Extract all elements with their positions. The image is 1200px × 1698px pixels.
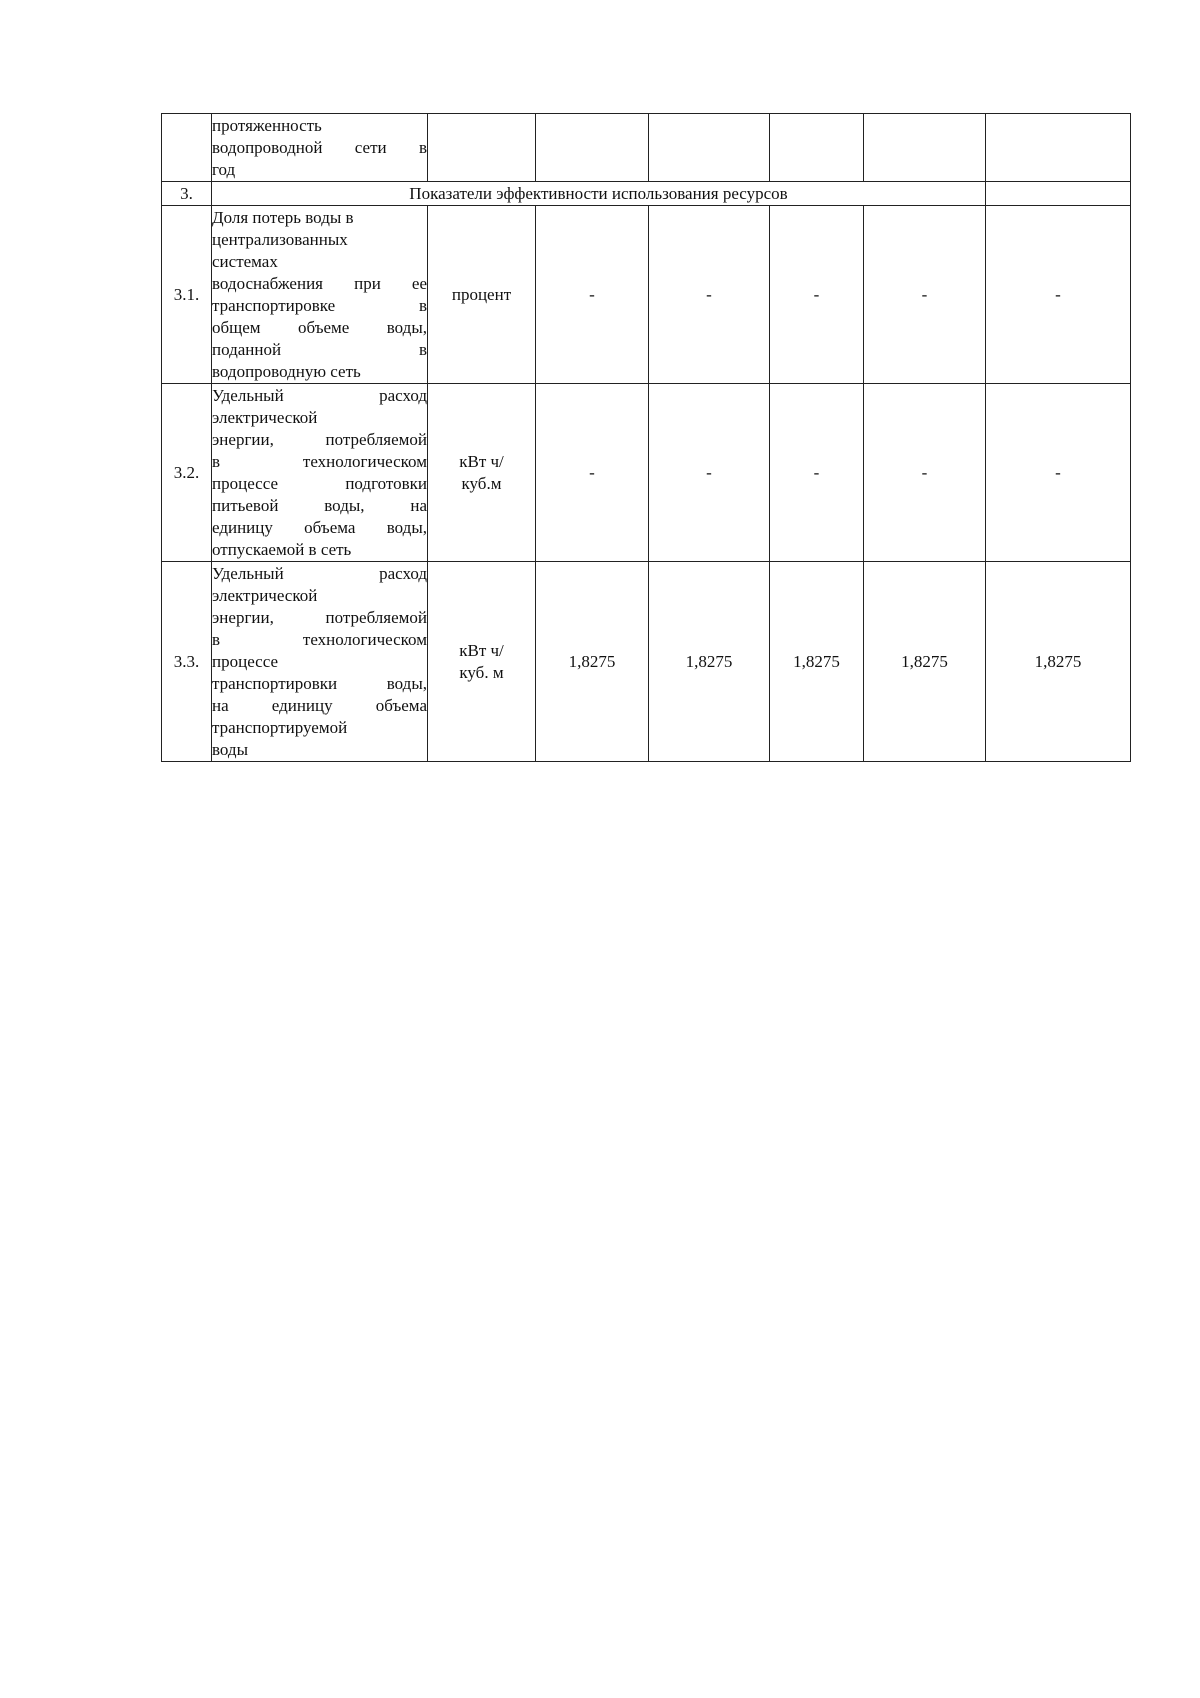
value-cell: 1,8275 (986, 562, 1131, 762)
value-cell: - (864, 206, 986, 384)
value-cell: 1,8275 (536, 562, 649, 762)
description-line: в технологическом (212, 629, 427, 649)
description-line: Доля потерь воды в (212, 207, 354, 227)
description-line: процессе подготовки (212, 473, 427, 493)
indicator-description (212, 384, 428, 562)
value-cell: - (986, 384, 1131, 562)
value-cell: - (536, 384, 649, 562)
indicator-description (212, 114, 428, 182)
description-line: энергии, потребляемой (212, 429, 427, 449)
description-line: протяженность (212, 115, 322, 135)
description-line: общем объеме воды, (212, 317, 427, 337)
unit-cell (428, 384, 536, 562)
description-line: транспортировки воды, (212, 673, 427, 693)
value-cell (986, 182, 1131, 206)
value-cell: 1,8275 (864, 562, 986, 762)
row-number: 3.3. (162, 562, 212, 762)
description-line: транспортировке в (212, 295, 427, 315)
description-line: электрической (212, 407, 318, 427)
indicators-table (161, 113, 1131, 762)
unit-line: куб.м (461, 473, 502, 493)
row-number: 3.2. (162, 384, 212, 562)
table-row (162, 114, 1131, 182)
section-number: 3. (162, 182, 212, 206)
table-row (162, 206, 1131, 384)
description-line: системах (212, 251, 278, 271)
unit-line: процент (451, 284, 512, 304)
description-line: Удельный расход (212, 385, 427, 405)
description-line: водопроводной сети в (212, 137, 427, 157)
description-line: единицу объема воды, (212, 517, 427, 537)
unit-line: куб. м (459, 662, 504, 682)
description-line: поданной в (212, 339, 427, 359)
value-cell: - (649, 206, 770, 384)
description-line: в технологическом (212, 451, 427, 471)
description-line: питьевой воды, на (212, 495, 427, 515)
value-cell (536, 114, 649, 182)
description-line: отпускаемой в сеть (212, 539, 352, 559)
section-title: Показатели эффективности использования ресурсов (212, 182, 986, 206)
description-line: электрической (212, 585, 318, 605)
value-cell (986, 114, 1131, 182)
indicator-description (212, 206, 428, 384)
value-cell: - (770, 384, 864, 562)
unit-line: кВт ч/ (459, 640, 504, 660)
value-cell: - (770, 206, 864, 384)
unit-cell (428, 114, 536, 182)
unit-cell (428, 562, 536, 762)
value-cell: - (986, 206, 1131, 384)
value-cell (770, 114, 864, 182)
row-number (162, 114, 212, 182)
description-line: на единицу объема (212, 695, 427, 715)
description-line: централизованных (212, 229, 348, 249)
description-line: Удельный расход (212, 563, 427, 583)
section-row (162, 182, 1131, 206)
value-cell: - (864, 384, 986, 562)
description-line: воды (212, 739, 248, 759)
description-line: водопроводную сеть (212, 361, 361, 381)
value-cell (864, 114, 986, 182)
table-row (162, 562, 1131, 762)
row-number: 3.1. (162, 206, 212, 384)
description-line: транспортируемой (212, 717, 348, 737)
value-cell (649, 114, 770, 182)
indicator-description (212, 562, 428, 762)
description-line: год (212, 159, 236, 179)
value-cell: 1,8275 (649, 562, 770, 762)
description-line: энергии, потребляемой (212, 607, 427, 627)
description-line: водоснабжения при ее (212, 273, 427, 293)
description-line: процессе (212, 651, 279, 671)
unit-line: кВт ч/ (459, 451, 504, 471)
value-cell: 1,8275 (770, 562, 864, 762)
unit-cell (428, 206, 536, 384)
table-row (162, 384, 1131, 562)
value-cell: - (649, 384, 770, 562)
value-cell: - (536, 206, 649, 384)
